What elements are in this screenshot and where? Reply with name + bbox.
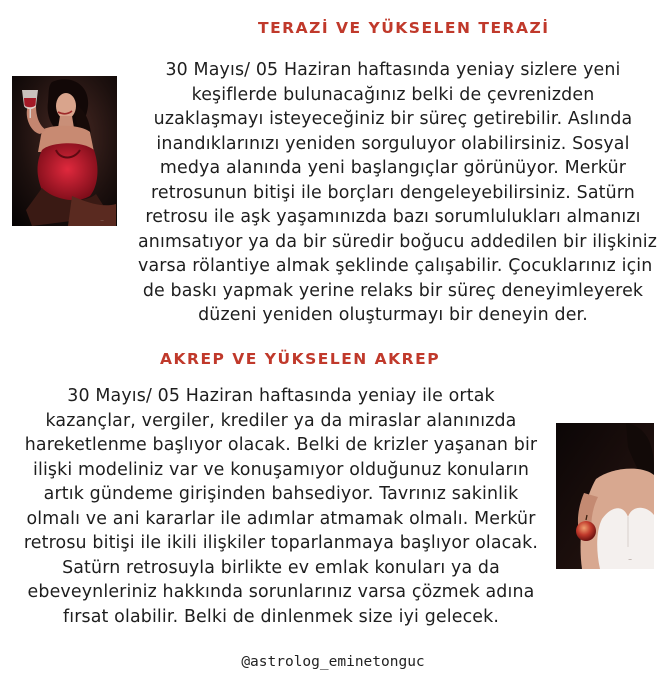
paragraph-line: 30 Mayıs/ 05 Haziran haftasında yeniay sizlere yeni (165, 60, 621, 80)
paragraph-line: fırsat olabilir. Belki de dinlenmek size iyi gelecek. (62, 606, 500, 627)
section-title-akrep: AKREP VE YÜKSELEN AKREP (160, 350, 441, 368)
paragraph-line: düzeni yeniden oluşturmayı bir deneyin der. (198, 305, 588, 325)
paragraph-line: inandıklarınızı yeniden sorguluyor olabilirsiniz. Sosyal (156, 133, 630, 154)
paragraph-line: ilişki modeliniz var ve konuşamıyor olduğunuz konuların (32, 459, 530, 480)
paragraph-line: anımsatıyor ya da bir süredir boğucu addedilen bir ilişkiniz (138, 231, 658, 252)
paragraph-line: kazançlar, vergiler, krediler ya da miraslar alanınızda (45, 410, 517, 431)
paragraph-line: 30 Mayıs/ 05 Haziran haftasında yeniay ile ortak (67, 386, 495, 406)
svg-text:~: ~ (100, 218, 105, 224)
paragraph-line: artık gündeme girişinden bahsediyor. Tavrınız sakinlik (43, 484, 519, 504)
woman-holding-apple-illustration-icon (556, 423, 654, 569)
paragraph-line: varsa rölantiye almak şeklinde çalışabilir. Çocuklarınız için (138, 256, 653, 276)
section-title-terazi: TERAZİ VE YÜKSELEN TERAZİ (258, 19, 550, 37)
paragraph-line: retrosu ile aşk yaşamınızda bazı sorumlulukları almanızı (145, 207, 641, 227)
paragraph-line: Satürn retrosuyla birlikte ev emlak konuları ya da (62, 557, 500, 578)
section-paragraph-terazi (138, 58, 658, 328)
paragraph-line: retrosunun bitişi ile borçları dengeleyebilirsiniz. Satürn (151, 182, 635, 203)
instagram-handle[interactable]: @astrolog_eminetonguc (241, 654, 425, 670)
paragraph-line: keşiflerde bulunacağınız belki de çevrenizden (191, 84, 595, 105)
paragraph-line: ebeveynleriniz hakkında sorunlarınız varsa çözmek adına (27, 582, 535, 602)
svg-text:~: ~ (628, 557, 633, 563)
paragraph-line: hareketlenme başlıyor olacak. Belki de krizler yaşanan bir (24, 435, 538, 455)
paragraph-line: uzaklaşmayı isteyeceğiniz bir süreç getirebilir. Aslında (153, 109, 633, 129)
paragraph-line: olmalı ve ani kararlar ile adımlar atmamak olmalı. Merkür (26, 508, 536, 529)
paragraph-line: de baskı yapmak yerine relaks bir süreç deneyimleyerek (142, 280, 644, 301)
paragraph-line: retrosu bitişi ile ikili ilişkiler toparlanmaya başlıyor olacak. (23, 533, 539, 553)
section-paragraph-akrep (16, 384, 546, 629)
paragraph-line: medya alanında yeni başlangıçlar görünüyor. Merkür (159, 158, 627, 178)
woman-with-wine-glass-illustration-icon (12, 76, 117, 226)
